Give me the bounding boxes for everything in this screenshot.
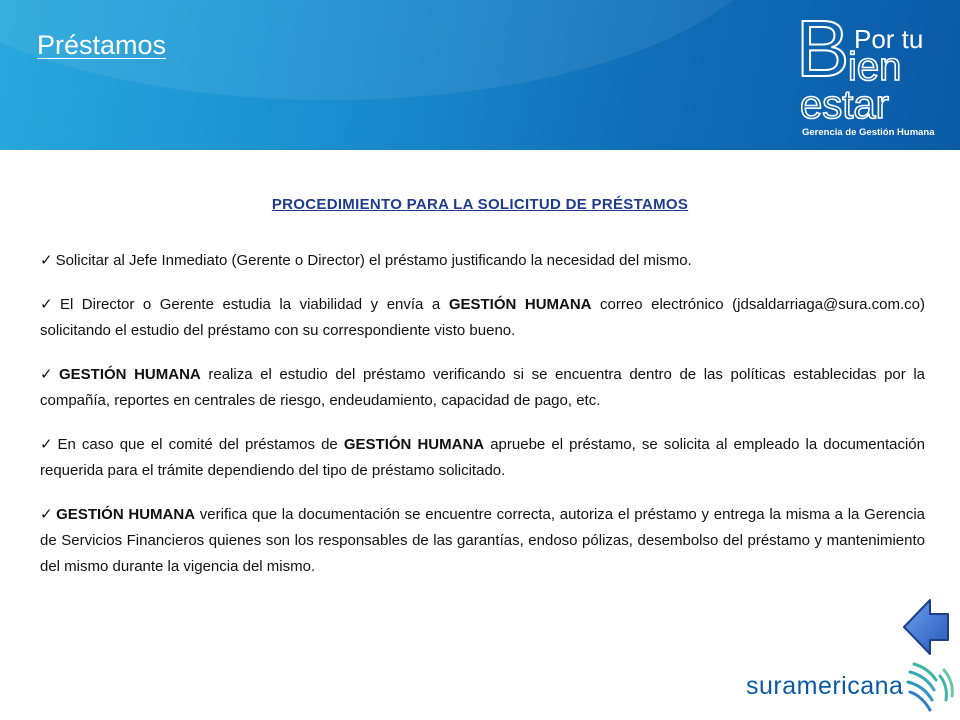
list-item [40,248,925,274]
logo-subtitle: Gerencia de Gestión Humana [802,127,935,138]
check-icon: ✓ [40,296,57,313]
logo-letter-b: B [796,10,850,93]
item-text: apruebe el préstamo, se solicita al empleado la documentación requerida para el trámite dependiendo del tipo de préstamo solicitado. [40,436,925,479]
check-icon: ✓ [40,506,54,523]
page-title: Préstamos [37,30,167,60]
item-text: verifica que la documentación se encuentre correcta, autoriza el préstamo y entrega la misma a la Gerencia de Servicios Financieros quienes son los responsables de las garantías, endoso pólizas, desembolso del préstamo y mantenimiento del mismo durante la vigencia del mismo. [40,506,925,575]
list-item [40,292,925,344]
check-icon: ✓ [40,366,56,383]
bienestar-logo [796,10,946,142]
item-text: Solicitar al Jefe Inmediato (Gerente o Director) el préstamo justificando la necesidad del mismo. [55,252,692,269]
item-bold: GESTIÓN HUMANA [343,436,485,453]
list-item [40,362,925,414]
brand-fan-icon [906,660,956,716]
list-item [40,432,925,484]
back-arrow-icon[interactable] [902,598,950,656]
header-banner [0,0,960,150]
procedure-list [40,248,925,598]
item-bold: GESTIÓN HUMANA [59,366,201,383]
item-bold: GESTIÓN HUMANA [56,506,196,523]
procedure-heading: PROCEDIMIENTO PARA LA SOLICITUD DE PRÉSTAMOS [271,196,689,213]
item-bold: GESTIÓN HUMANA [448,296,592,313]
logo-word-estar: estar [800,83,889,127]
item-text: El Director o Gerente estudia la viabilidad y envía a [59,296,449,313]
suramericana-brand [746,660,956,716]
brand-name: suramericana [746,672,904,700]
logo-tagline: Por tu [854,24,924,54]
logo-word-ien: ien [848,45,902,89]
item-text: realiza el estudio del préstamo verificando si se encuentra dentro de las políticas establecidas por la compañía, reportes en centrales de riesgo, endeudamiento, capacidad de pago, etc. [40,366,926,409]
check-icon: ✓ [40,252,53,269]
list-item [40,502,925,580]
item-text: correo electrónico (jdsaldarriaga@sura.com.co) solicitando el estudio del préstamo con su correspondiente visto bueno. [40,296,925,339]
check-icon: ✓ [40,436,55,453]
item-text: En caso que el comité del préstamos de [57,436,344,453]
